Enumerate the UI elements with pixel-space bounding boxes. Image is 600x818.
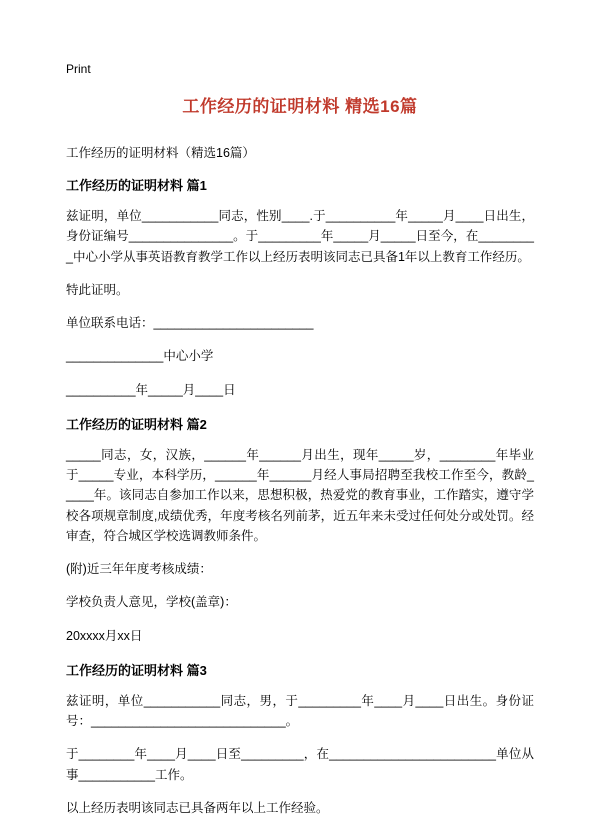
section-2 [66,414,534,646]
section-3-paragraph-period: 于________年____月____日至_________，在________________________单位从事___________工作。 [66,747,534,782]
section-2-school-opinion-line: 学校负责人意见，学校(盖章)： [66,595,237,610]
section-1 [66,175,534,400]
section-1-school-signature-line: ______________中心小学 [66,349,214,364]
section-3-conclusion-line: 以上经历表明该同志已具备两年以上工作经验。 [66,800,329,815]
section-1-heading: 工作经历的证明材料 篇1 [66,178,207,193]
section-2-paragraph-main: _____同志，女，汉族，______年______月出生，现年_____岁，________年毕业于_____专业，本科学历，______年______月经人事局招聘至我校工作至今，教龄_____年。该同志自参加工作以来，思想积极，热爱党的教育事业，工作踏实，遵守学校各项规章制度,成绩优秀，年度考核名列前茅，近五年来未受过任何处分或处罚。经审查，符合城区学校选调教师条件。 [66,447,534,543]
section-2-heading: 工作经历的证明材料 篇2 [66,416,207,432]
print-button[interactable]: Print [66,62,91,76]
section-1-certify-line: 特此证明。 [66,282,129,297]
section-1-phone-line: 单位联系电话：_______________________ [66,316,314,330]
section-2-date-line: 20xxxx月xx日 [66,628,143,643]
page-title: 工作经历的证明材料 精选16篇 [182,97,418,116]
section-2-appraisal-line: (附)近三年年度考核成绩： [66,562,212,576]
section-3 [66,660,534,818]
section-1-date-line: __________年_____月____日 [66,382,236,397]
section-1-paragraph-main: 兹证明，单位___________同志，性别____.于__________年_____月____日出生，身份证编号_______________。于_________年_____月_____日至今，在_________中心小学从事英语教育教学工作以上经历表明该同志已具备1年以上教育工作经历。 [66,209,534,264]
section-3-heading: 工作经历的证明材料 篇3 [66,662,207,678]
section-3-paragraph-identity: 兹证明，单位___________同志，男，于_________年____月____日出生。身份证号：____________________________。 [66,693,534,728]
page-subtitle: 工作经历的证明材料（精选16篇） [66,146,255,160]
